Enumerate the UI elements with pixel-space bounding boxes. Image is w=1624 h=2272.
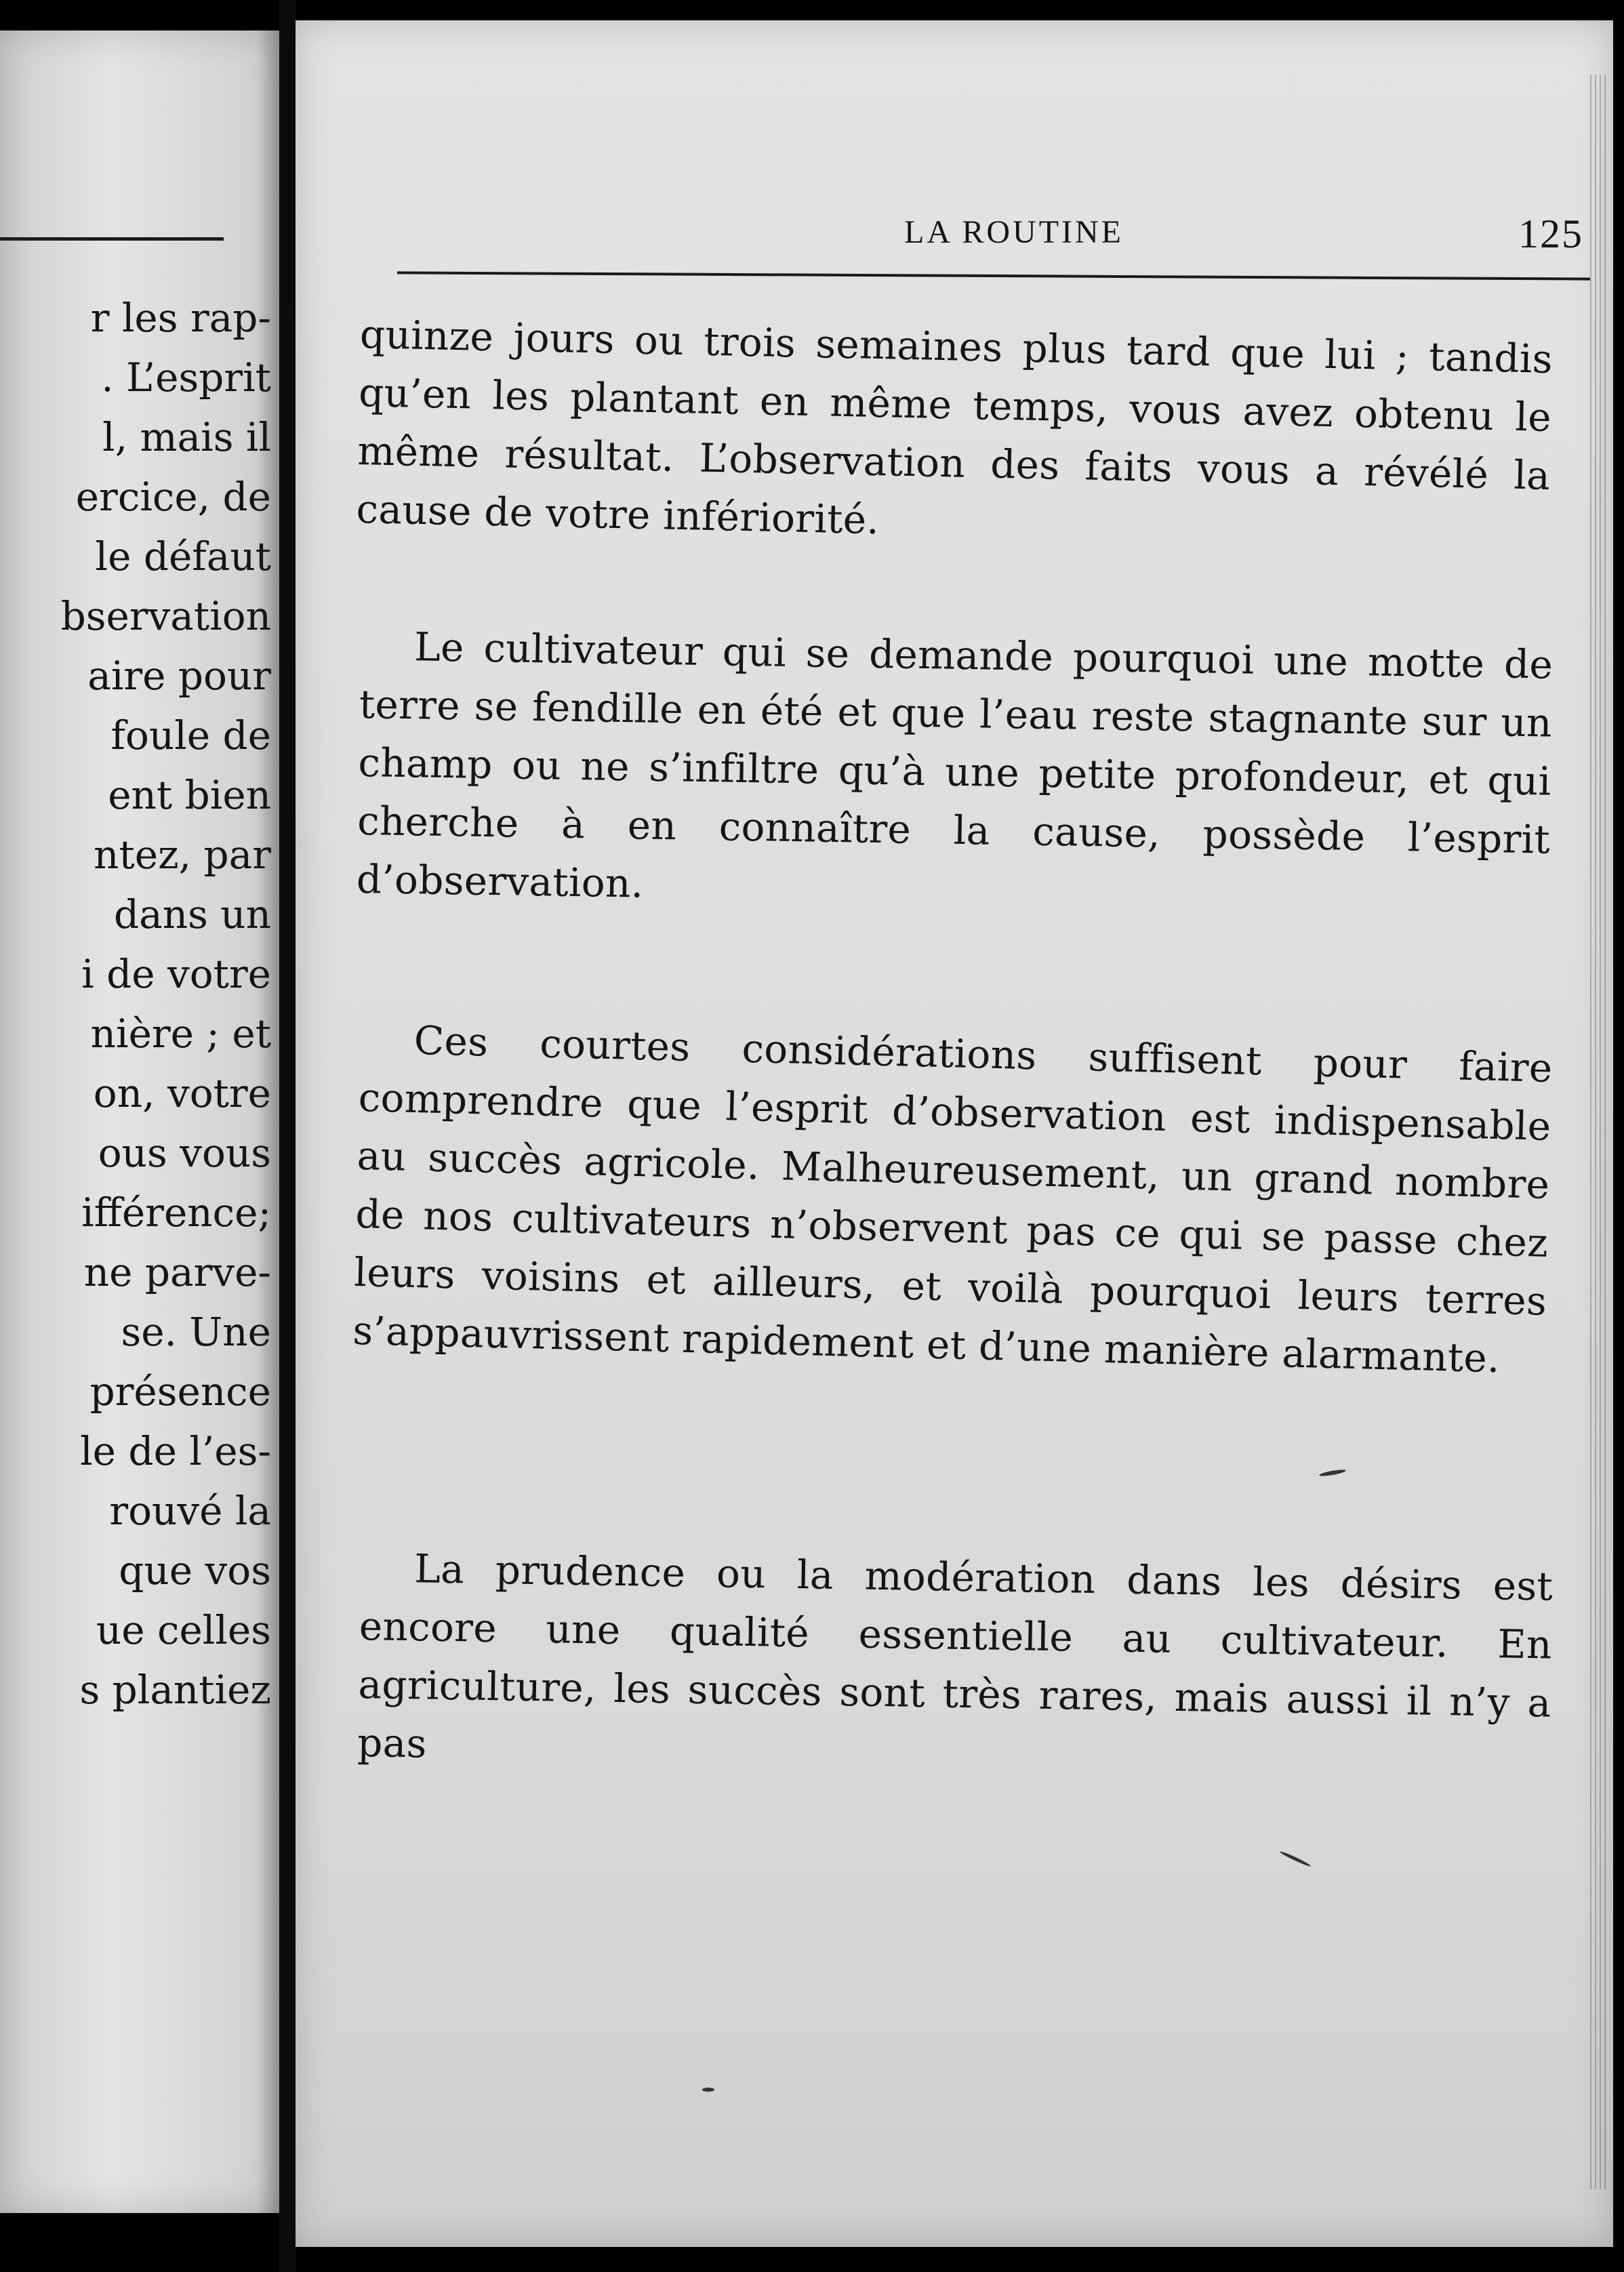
left-line: bservation [60,593,271,639]
paragraph: La prudence ou la modération dans les désirs est encore une qualité essentielle au cultivateur. En agriculture, les succès sont très rares, mais aussi il n’y a pas [357,1545,1554,1767]
left-line: ue celles [96,1607,271,1653]
left-line: le de l’es- [80,1428,271,1474]
page-edge-stack [1590,75,1608,2189]
running-title: LA ROUTINE [904,214,1124,250]
print-speck [1319,1469,1346,1478]
left-line: dans un [114,891,271,937]
left-line: se. Une [121,1309,271,1355]
left-line: que vos [119,1547,271,1594]
left-line: ntez, par [94,832,271,878]
paragraph: Ces courtes considérations suffisent pour faire comprendre que l’esprit d’observation est indispensable au succès agricole. Malheureusement, un grand nombre de nos cultivateurs n’observent pas ce qui se passe chez leurs voisins et ailleurs, et voilà pourquoi leurs terres s’appauvrissent rapidement et d’une manière alarmante. [352,1017,1554,1382]
paragraph: quinze jours ou trois semaines plus tard que lui ; tandis qu’en les plantant en même temps, vous avez obtenu le même résultat. L’observation des faits vous a révélé la cause de votre infériorité. [355,310,1554,544]
left-line: ous vous [98,1130,271,1176]
left-line: l, mais il [102,414,271,460]
left-page-rule [0,237,224,241]
header-rule [397,271,1590,280]
left-line: aire pour [87,653,271,699]
left-line: ne parve- [83,1249,271,1295]
left-line: on, votre [93,1070,271,1116]
left-line: i de votre [81,951,271,997]
book-gutter [279,0,296,2272]
left-line: le défaut [95,533,271,580]
right-page [296,20,1613,2247]
left-line: r les rap- [90,295,271,341]
left-line: ifférence; [81,1190,271,1236]
left-line: nière ; et [90,1011,271,1057]
left-page [0,31,279,2213]
left-line: foule de [110,712,271,758]
running-head [397,193,1590,254]
left-page-text [0,288,271,1720]
page-number: 125 [1518,211,1583,256]
left-line: . L’esprit [101,354,271,401]
print-speck [702,2088,714,2092]
left-line: ercice, de [75,474,271,520]
left-line: rouvé la [109,1488,271,1534]
paragraph: Le cultivateur qui se demande pourquoi une motte de terre se fendille en été et que l’eau reste stagnante sur un champ ou ne s’infiltre qu’à une petite profondeur, et qui cherche à en connaître la cause, possède l’esprit d’observation. [356,624,1554,907]
left-line: ent bien [108,772,271,818]
print-speck [1279,1850,1311,1868]
left-line: s plantiez [79,1667,271,1713]
left-line: présence [89,1368,271,1415]
